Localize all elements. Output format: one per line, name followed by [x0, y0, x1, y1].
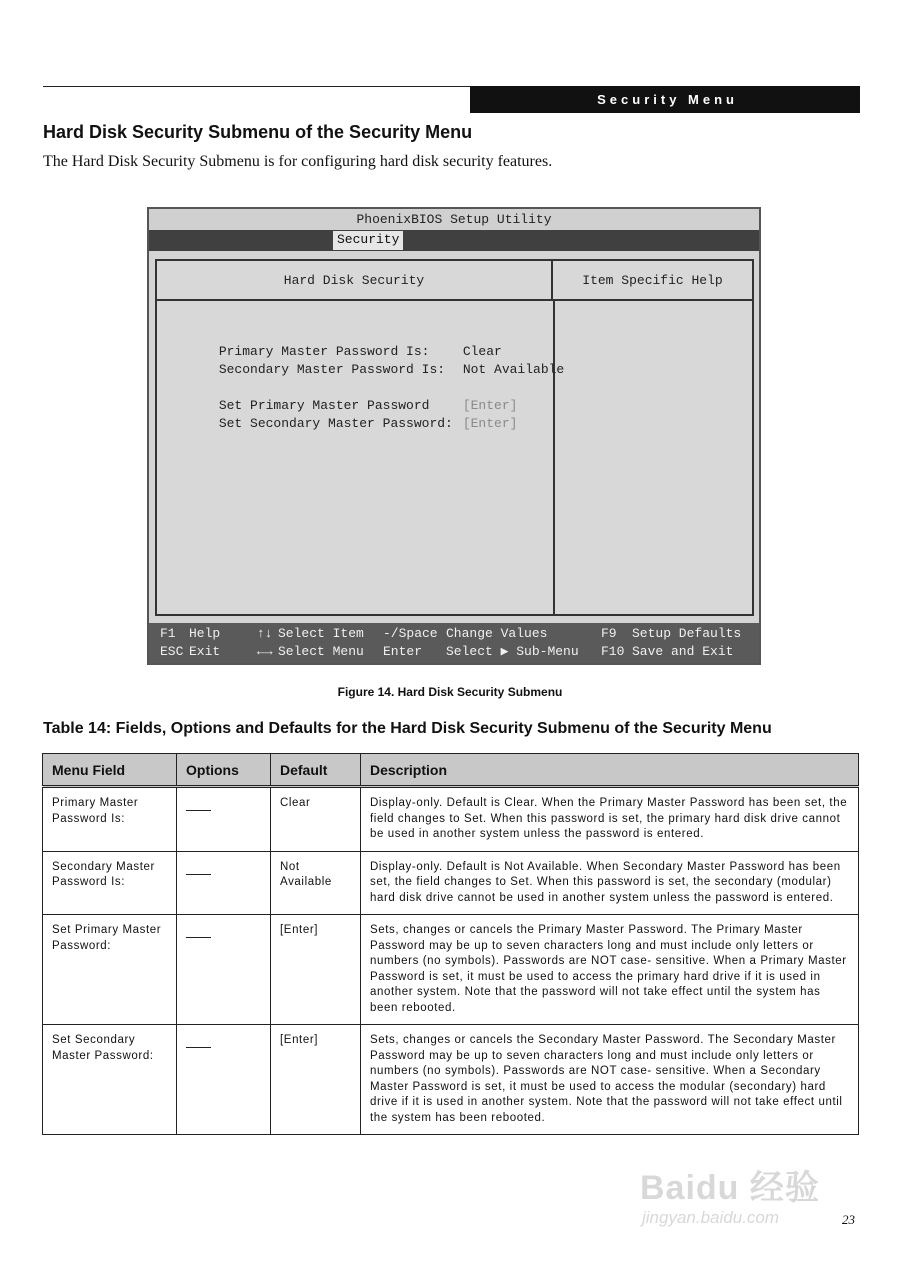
- page-number: 23: [842, 1212, 855, 1227]
- key-f9: F9: [601, 626, 617, 641]
- header-rule: [43, 86, 471, 87]
- key-updown-label: Select Item: [278, 626, 364, 641]
- section-title: Hard Disk Security Submenu of the Security Menu: [43, 122, 473, 142]
- bios-row-label: Secondary Master Password Is:: [218, 362, 446, 377]
- key-minus-space: -/Space: [383, 626, 438, 641]
- key-updown: ↑↓: [257, 626, 273, 641]
- key-leftright: ←→: [257, 644, 273, 659]
- column-header: Options: [177, 754, 271, 787]
- bios-screen: [147, 207, 761, 665]
- cell-description: Sets, changes or cancels the Primary Master Password. The Primary Master Password may be up to seven characters long and must include only letters or numbers (no symbols). Passwords are NOT case- sensitive. When a Primary Master Password is set, it must be used to access the primary hard drive if it is used in another system. Note that the password will not take effect until the system has been rebooted.: [361, 915, 859, 1025]
- bios-row-value[interactable]: [Enter]: [462, 398, 518, 413]
- figure-caption: Figure 14. Hard Disk Security Submenu: [337, 685, 563, 699]
- key-f10-label: Save and Exit: [632, 644, 734, 659]
- bios-row-value: Not Available: [462, 362, 565, 377]
- cell-description: Display-only. Default is Not Available. When Secondary Master Password has been set, the field changes to Set. When this password is set, the secondary (modular) hard disk drive cannot be used in another system unless the password is entered.: [361, 851, 859, 915]
- bios-key-legend: [149, 623, 759, 663]
- table-header-row: [43, 754, 859, 787]
- tab-security[interactable]: Security: [333, 231, 403, 250]
- table-row: [43, 787, 859, 852]
- bios-row-label: Set Primary Master Password: [218, 398, 430, 413]
- bios-panel: [155, 259, 754, 616]
- options-none-rule: [186, 810, 211, 811]
- cell-menu-field: Set Secondary Master Password:: [43, 1025, 177, 1135]
- cell-options: [177, 851, 271, 915]
- column-header: Menu Field: [43, 754, 177, 787]
- options-none-rule: [186, 874, 211, 875]
- column-header: Description: [361, 754, 859, 787]
- table-title: Table 14: Fields, Options and Defaults for the Hard Disk Security Submenu of the Security Menu: [43, 720, 772, 737]
- column-header: Default: [271, 754, 361, 787]
- bios-row-label: Set Secondary Master Password:: [218, 416, 453, 431]
- key-minus-space-label: Change Values: [446, 626, 548, 641]
- cell-default: Clear: [271, 787, 361, 852]
- bios-utility-title: PhoenixBIOS Setup Utility: [149, 209, 759, 230]
- bios-row-label: Primary Master Password Is:: [218, 344, 430, 359]
- key-leftright-label: Select Menu: [278, 644, 364, 659]
- bios-menubar: [149, 230, 759, 251]
- watermark-logo: Baidu 经验: [640, 1169, 820, 1207]
- cell-menu-field: Primary Master Password Is:: [43, 787, 177, 852]
- bios-help-heading: Item Specific Help: [553, 261, 752, 301]
- table-row: [43, 915, 859, 1025]
- key-esc: ESC: [160, 644, 184, 659]
- cell-default: Not Available: [271, 851, 361, 915]
- cell-options: [177, 915, 271, 1025]
- key-f1-label: Help: [189, 626, 221, 641]
- key-enter-label: Select ▶ Sub-Menu: [446, 644, 579, 659]
- options-none-rule: [186, 937, 211, 938]
- key-f1: F1: [160, 626, 176, 641]
- key-f9-label: Setup Defaults: [632, 626, 742, 641]
- cell-menu-field: Secondary Master Password Is:: [43, 851, 177, 915]
- watermark-url: jingyan.baidu.com: [642, 1208, 780, 1227]
- cell-menu-field: Set Primary Master Password:: [43, 915, 177, 1025]
- key-enter: Enter: [383, 644, 423, 659]
- options-none-rule: [186, 1047, 211, 1048]
- cell-default: [Enter]: [271, 915, 361, 1025]
- bios-row-set-secondary[interactable]: [172, 401, 517, 446]
- cell-options: [177, 1025, 271, 1135]
- cell-description: Display-only. Default is Clear. When the Primary Master Password has been set, the field changes to Set. When this password is set, the primary hard disk drive cannot be used in another system unless the password is entered.: [361, 787, 859, 852]
- cell-options: [177, 787, 271, 852]
- table-row: [43, 851, 859, 915]
- section-intro: The Hard Disk Security Submenu is for configuring hard disk security features.: [43, 153, 553, 170]
- table-row: [43, 1025, 859, 1135]
- cell-default: [Enter]: [271, 1025, 361, 1135]
- bios-left-heading: Hard Disk Security: [157, 261, 553, 301]
- bios-row-value[interactable]: [Enter]: [462, 416, 518, 431]
- cell-description: Sets, changes or cancels the Secondary Master Password. The Secondary Master Password may be up to seven characters long and must include only letters or numbers (no symbols). Passwords are NOT case- sensitive. When a Secondary Master Password is set, it must be used to access the modular (secondary) hard drive if it is used in another system. Note that the password will not take effect until the system has been rebooted.: [361, 1025, 859, 1135]
- key-esc-label: Exit: [189, 644, 221, 659]
- fields-table: [42, 753, 859, 1135]
- running-header: Security Menu: [470, 86, 860, 113]
- key-f10: F10: [601, 644, 625, 659]
- bios-row-value: Clear: [462, 344, 502, 359]
